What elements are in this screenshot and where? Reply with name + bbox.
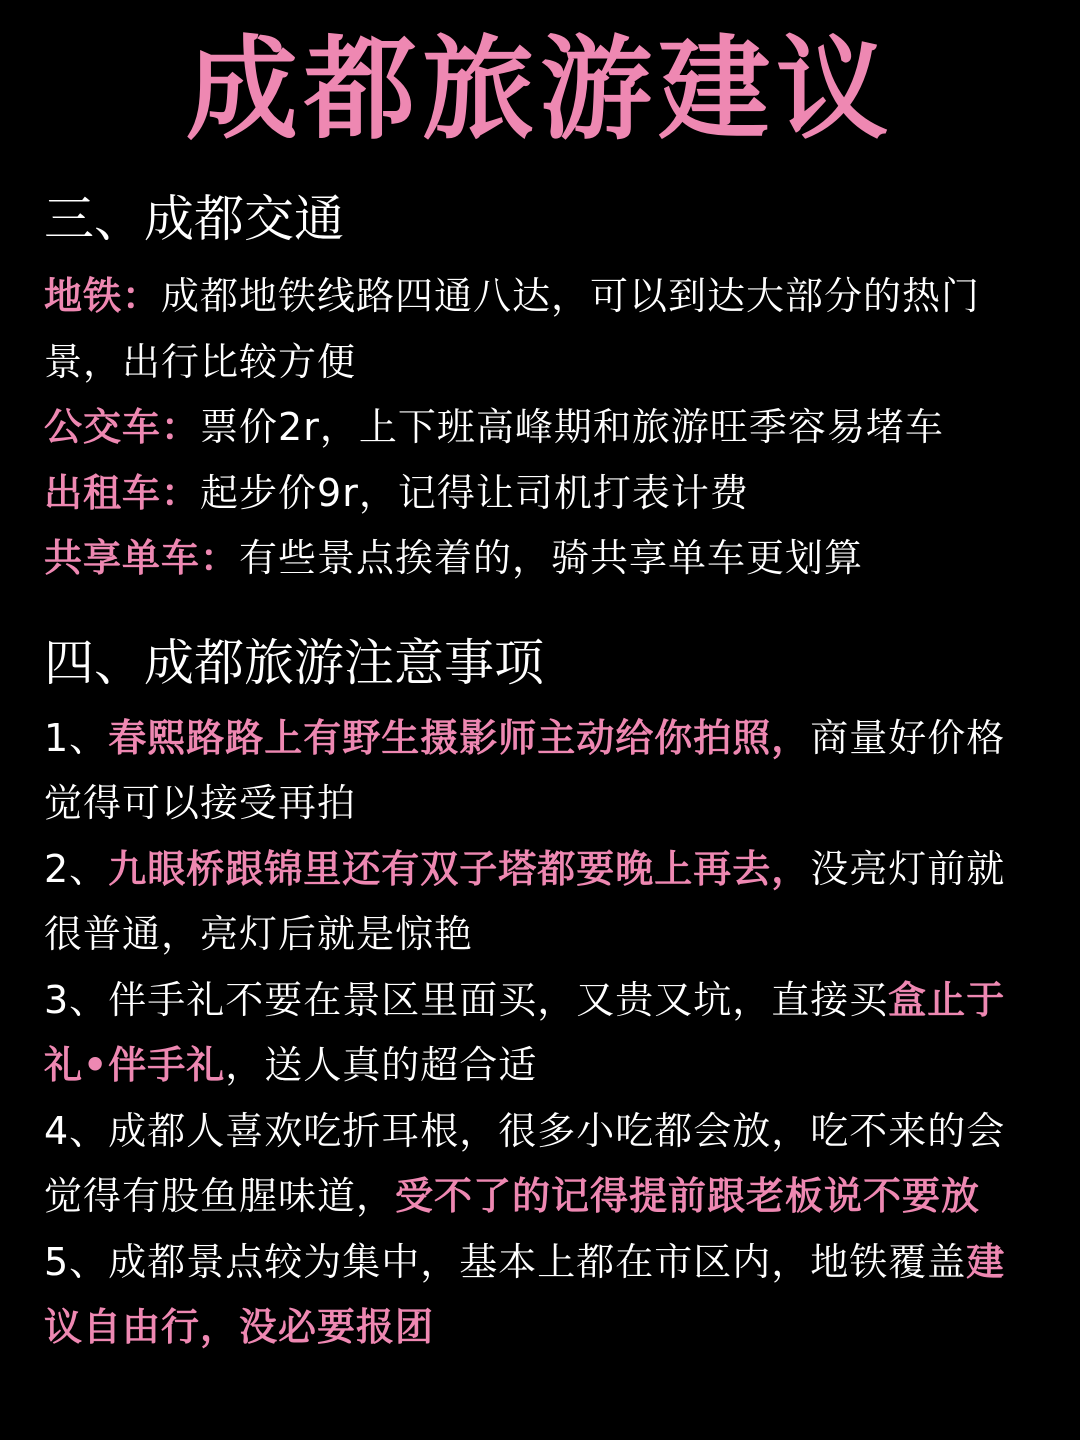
item-number: 5、 (44, 1239, 109, 1284)
item-highlight: 春熙路路上有野生摄影师主动给你拍照， (108, 715, 811, 760)
item-text: 起步价9r，记得让司机打表计费 (200, 470, 749, 515)
item-highlight: 建议自由行，没必要报团 (44, 1239, 1006, 1349)
item-text: 成都人喜欢吃折耳根，很多小吃都会放，吃不来的会觉得有股鱼腥味道， (44, 1108, 1006, 1218)
transport-list (44, 264, 1036, 592)
section-heading-transport: 三、成都交通 (44, 190, 344, 248)
item-number: 3、 (44, 977, 109, 1022)
tips-list (44, 706, 1036, 1361)
list-item-shared-bike (44, 526, 1036, 592)
page-title: 成都旅游建议 (186, 25, 894, 155)
item-highlight: 九眼桥跟锦里还有双子塔都要晚上再去， (108, 846, 811, 891)
item-label: 共享单车： (44, 536, 240, 580)
item-text: 票价2r，上下班高峰期和旅游旺季容易堵车 (200, 405, 944, 449)
list-item-tip-2 (44, 837, 1036, 968)
item-label: 公交车： (44, 405, 201, 449)
item-number: 1、 (44, 715, 109, 760)
section-tips (44, 633, 1036, 1361)
item-text: 有些景点挨着的，骑共享单车更划算 (239, 536, 864, 580)
item-text: 成都地铁线路四通八达，可以到达大部分的热门景，出行比较方便 (44, 274, 981, 384)
list-item-tip-4 (44, 1099, 1036, 1230)
item-text: 商量好价格觉得可以接受再拍 (44, 715, 1006, 825)
item-number: 2、 (44, 846, 109, 891)
list-item-tip-1 (44, 706, 1036, 837)
list-item-tip-5 (44, 1230, 1036, 1361)
item-text: 伴手礼不要在景区里面买，又贵又坑，直接买 (108, 977, 889, 1022)
item-label: 出租车： (44, 470, 201, 515)
list-item-taxi (44, 461, 1036, 527)
item-suffix: ，送人真的超合适 (225, 1043, 538, 1087)
section-transport (44, 190, 1036, 592)
item-number: 4、 (44, 1108, 109, 1153)
item-text: 成都景点较为集中，基本上都在市区内，地铁覆盖 (108, 1239, 967, 1284)
list-item-subway (44, 264, 1036, 395)
item-text: 没亮灯前就很普通，亮灯后就是惊艳 (44, 846, 1006, 956)
section-heading-tips: 四、成都旅游注意事项 (44, 633, 544, 692)
item-label: 地铁： (44, 274, 162, 318)
item-highlight: 受不了的记得提前跟老板说不要放 (395, 1174, 981, 1218)
list-item-bus (44, 395, 1036, 461)
item-highlight: 盒止于礼•伴手礼 (44, 977, 1006, 1087)
list-item-tip-3 (44, 968, 1036, 1099)
